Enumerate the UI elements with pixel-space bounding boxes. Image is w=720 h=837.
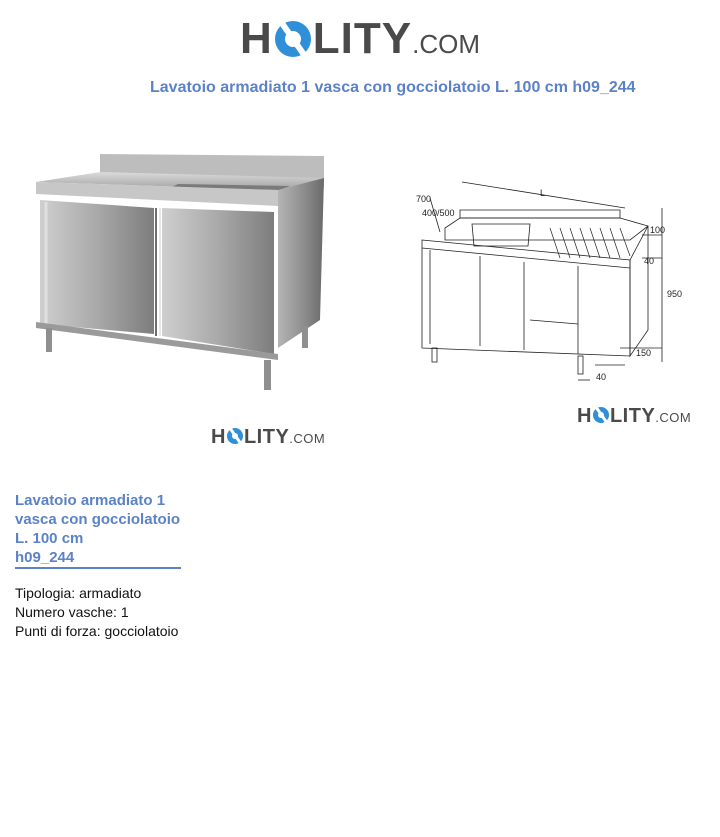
logo-suffix: .COM	[655, 410, 692, 425]
dim-foot-sub: 40	[596, 372, 607, 382]
logo-wordmark: LITY	[312, 14, 413, 63]
spec-value: gocciolatoio	[104, 623, 179, 639]
spec-label: Tipologia:	[15, 585, 76, 601]
spec-row	[15, 603, 178, 622]
drawing-logo	[577, 405, 691, 428]
logo-wordmark: LITY	[243, 426, 290, 448]
spec-value: armadiato	[79, 585, 142, 601]
product-photo[interactable]	[28, 148, 328, 398]
product-specs	[15, 584, 178, 641]
logo-suffix: .COM	[289, 431, 326, 446]
spec-value: 1	[120, 604, 129, 620]
photo-logo	[211, 426, 325, 449]
dim-height: 950	[667, 289, 683, 299]
logo-letter: H	[577, 405, 592, 427]
dim-foot: 150	[636, 348, 652, 358]
logo-letter: H	[240, 14, 273, 63]
product-title-line: vasca con gocciolatoio	[15, 511, 181, 528]
spec-row	[15, 622, 178, 641]
dim-depth: 700	[416, 194, 432, 204]
product-title-line: Lavatoio armadiato 1	[15, 492, 166, 509]
product-title-link[interactable]	[15, 491, 205, 567]
dim-basin: 400/500	[422, 208, 455, 218]
logo-wordmark: LITY	[609, 405, 656, 427]
logo-ring-icon	[227, 428, 243, 444]
logo-ring-icon	[593, 407, 609, 423]
spec-row	[15, 584, 178, 603]
spec-label: Punti di forza:	[15, 623, 101, 639]
spec-label: Numero vasche:	[15, 604, 117, 620]
logo-letter: H	[211, 426, 226, 448]
brand-logo[interactable]	[240, 14, 480, 64]
product-title-line: h09_244	[15, 549, 75, 566]
dim-upstand-sub: 40	[644, 256, 655, 266]
product-title-line: L. 100 cm	[15, 530, 84, 547]
dim-length: L	[540, 188, 546, 198]
technical-drawing[interactable]	[400, 170, 700, 400]
dim-upstand: 100	[650, 225, 666, 235]
page-title: Lavatoio armadiato 1 vasca con gocciolatoio L. 100 cm h09_244	[150, 79, 636, 96]
title-underline	[15, 567, 181, 569]
logo-suffix: .COM	[412, 29, 480, 59]
logo-ring-icon	[275, 21, 311, 57]
